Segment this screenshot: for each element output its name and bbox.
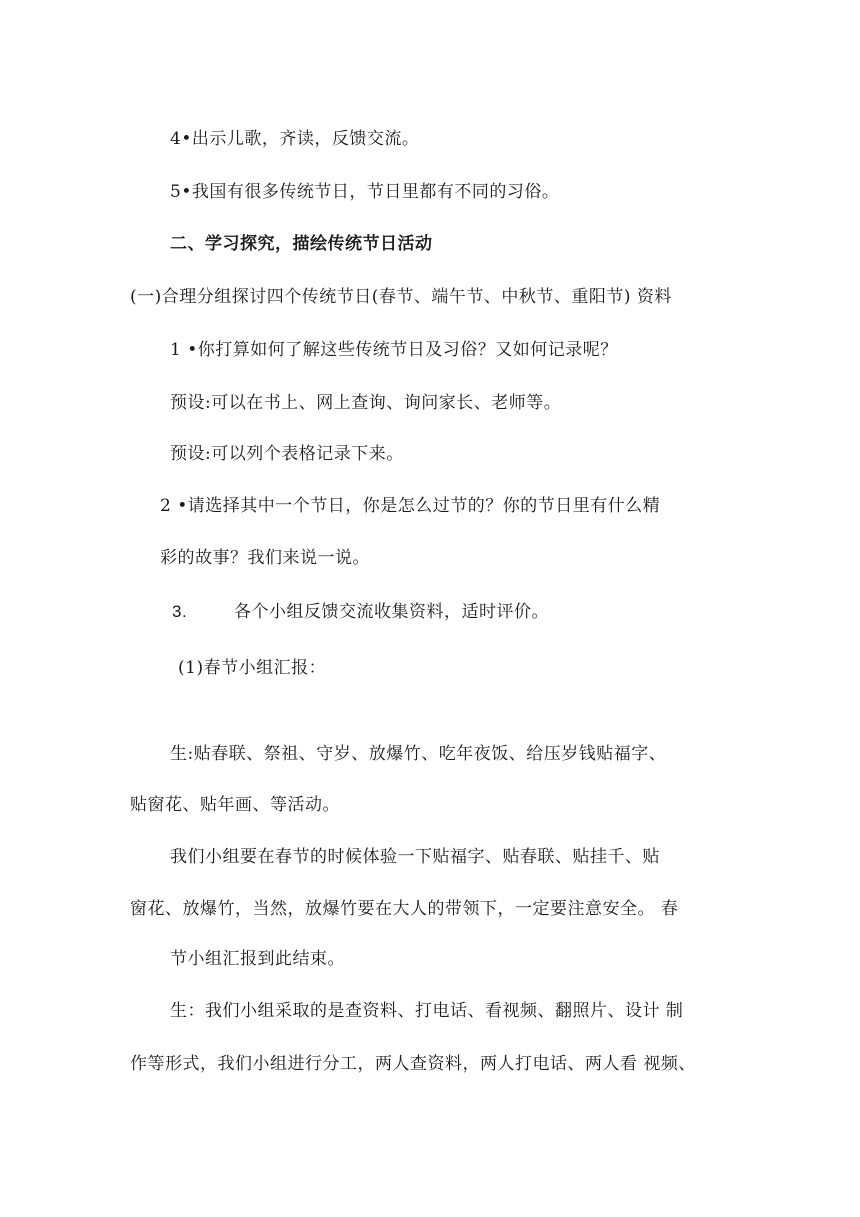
subsection-heading: (一)合理分组探讨四个传统节日(春节、端午节、中秋节、重阳节) 资料 [130, 287, 672, 307]
paragraph-line-12: 生:贴春联、祭祖、守岁、放爆竹、吃年夜饭、给压岁钱贴福字、 [170, 744, 667, 764]
paragraph-line-9: 彩的故事？我们来说一说。 [160, 548, 370, 568]
section-heading: 二、学习探究，描绘传统节日活动 [170, 234, 433, 254]
paragraph-line-18: 作等形式，我们小组进行分工，两人查资料，两人打电话、两人看 视频、 [130, 1054, 696, 1074]
paragraph-line-5: 1 •你打算如何了解这些传统节日及习俗？又如何记录呢？ [170, 340, 618, 360]
paragraph-line-1: 4•出示儿歌，齐读，反馈交流。 [170, 129, 420, 149]
paragraph-line-15: 窗花、放爆竹，当然，放爆竹要在大人的带领下，一定要注意安全。 春 [130, 899, 679, 919]
paragraph-line-10: 各个小组反馈交流收集资料，适时评价。 [234, 602, 549, 622]
paragraph-line-13: 贴窗花、贴年画、等活动。 [130, 795, 340, 815]
paragraph-line-6: 预设:可以在书上、网上查询、询问家长、老师等。 [170, 393, 562, 413]
list-number: 3. [172, 602, 188, 621]
paragraph-line-16: 节小组汇报到此结束。 [170, 949, 345, 969]
paragraph-line-17: 生：我们小组采取的是查资料、打电话、看视频、翻照片、设计 制 [170, 1001, 684, 1021]
paragraph-line-14: 我们小组要在春节的时候体验一下贴福字、贴春联、贴挂千、贴 [170, 847, 660, 867]
paragraph-line-7: 预设:可以列个表格记录下来。 [170, 444, 404, 464]
paragraph-line-11: (1)春节小组汇报： [178, 658, 327, 678]
paragraph-line-8: 2 •请选择其中一个节日，你是怎么过节的？你的节日里有什么精 [160, 496, 661, 516]
paragraph-line-2: 5•我国有很多传统节日，节日里都有不同的习俗。 [170, 182, 560, 202]
